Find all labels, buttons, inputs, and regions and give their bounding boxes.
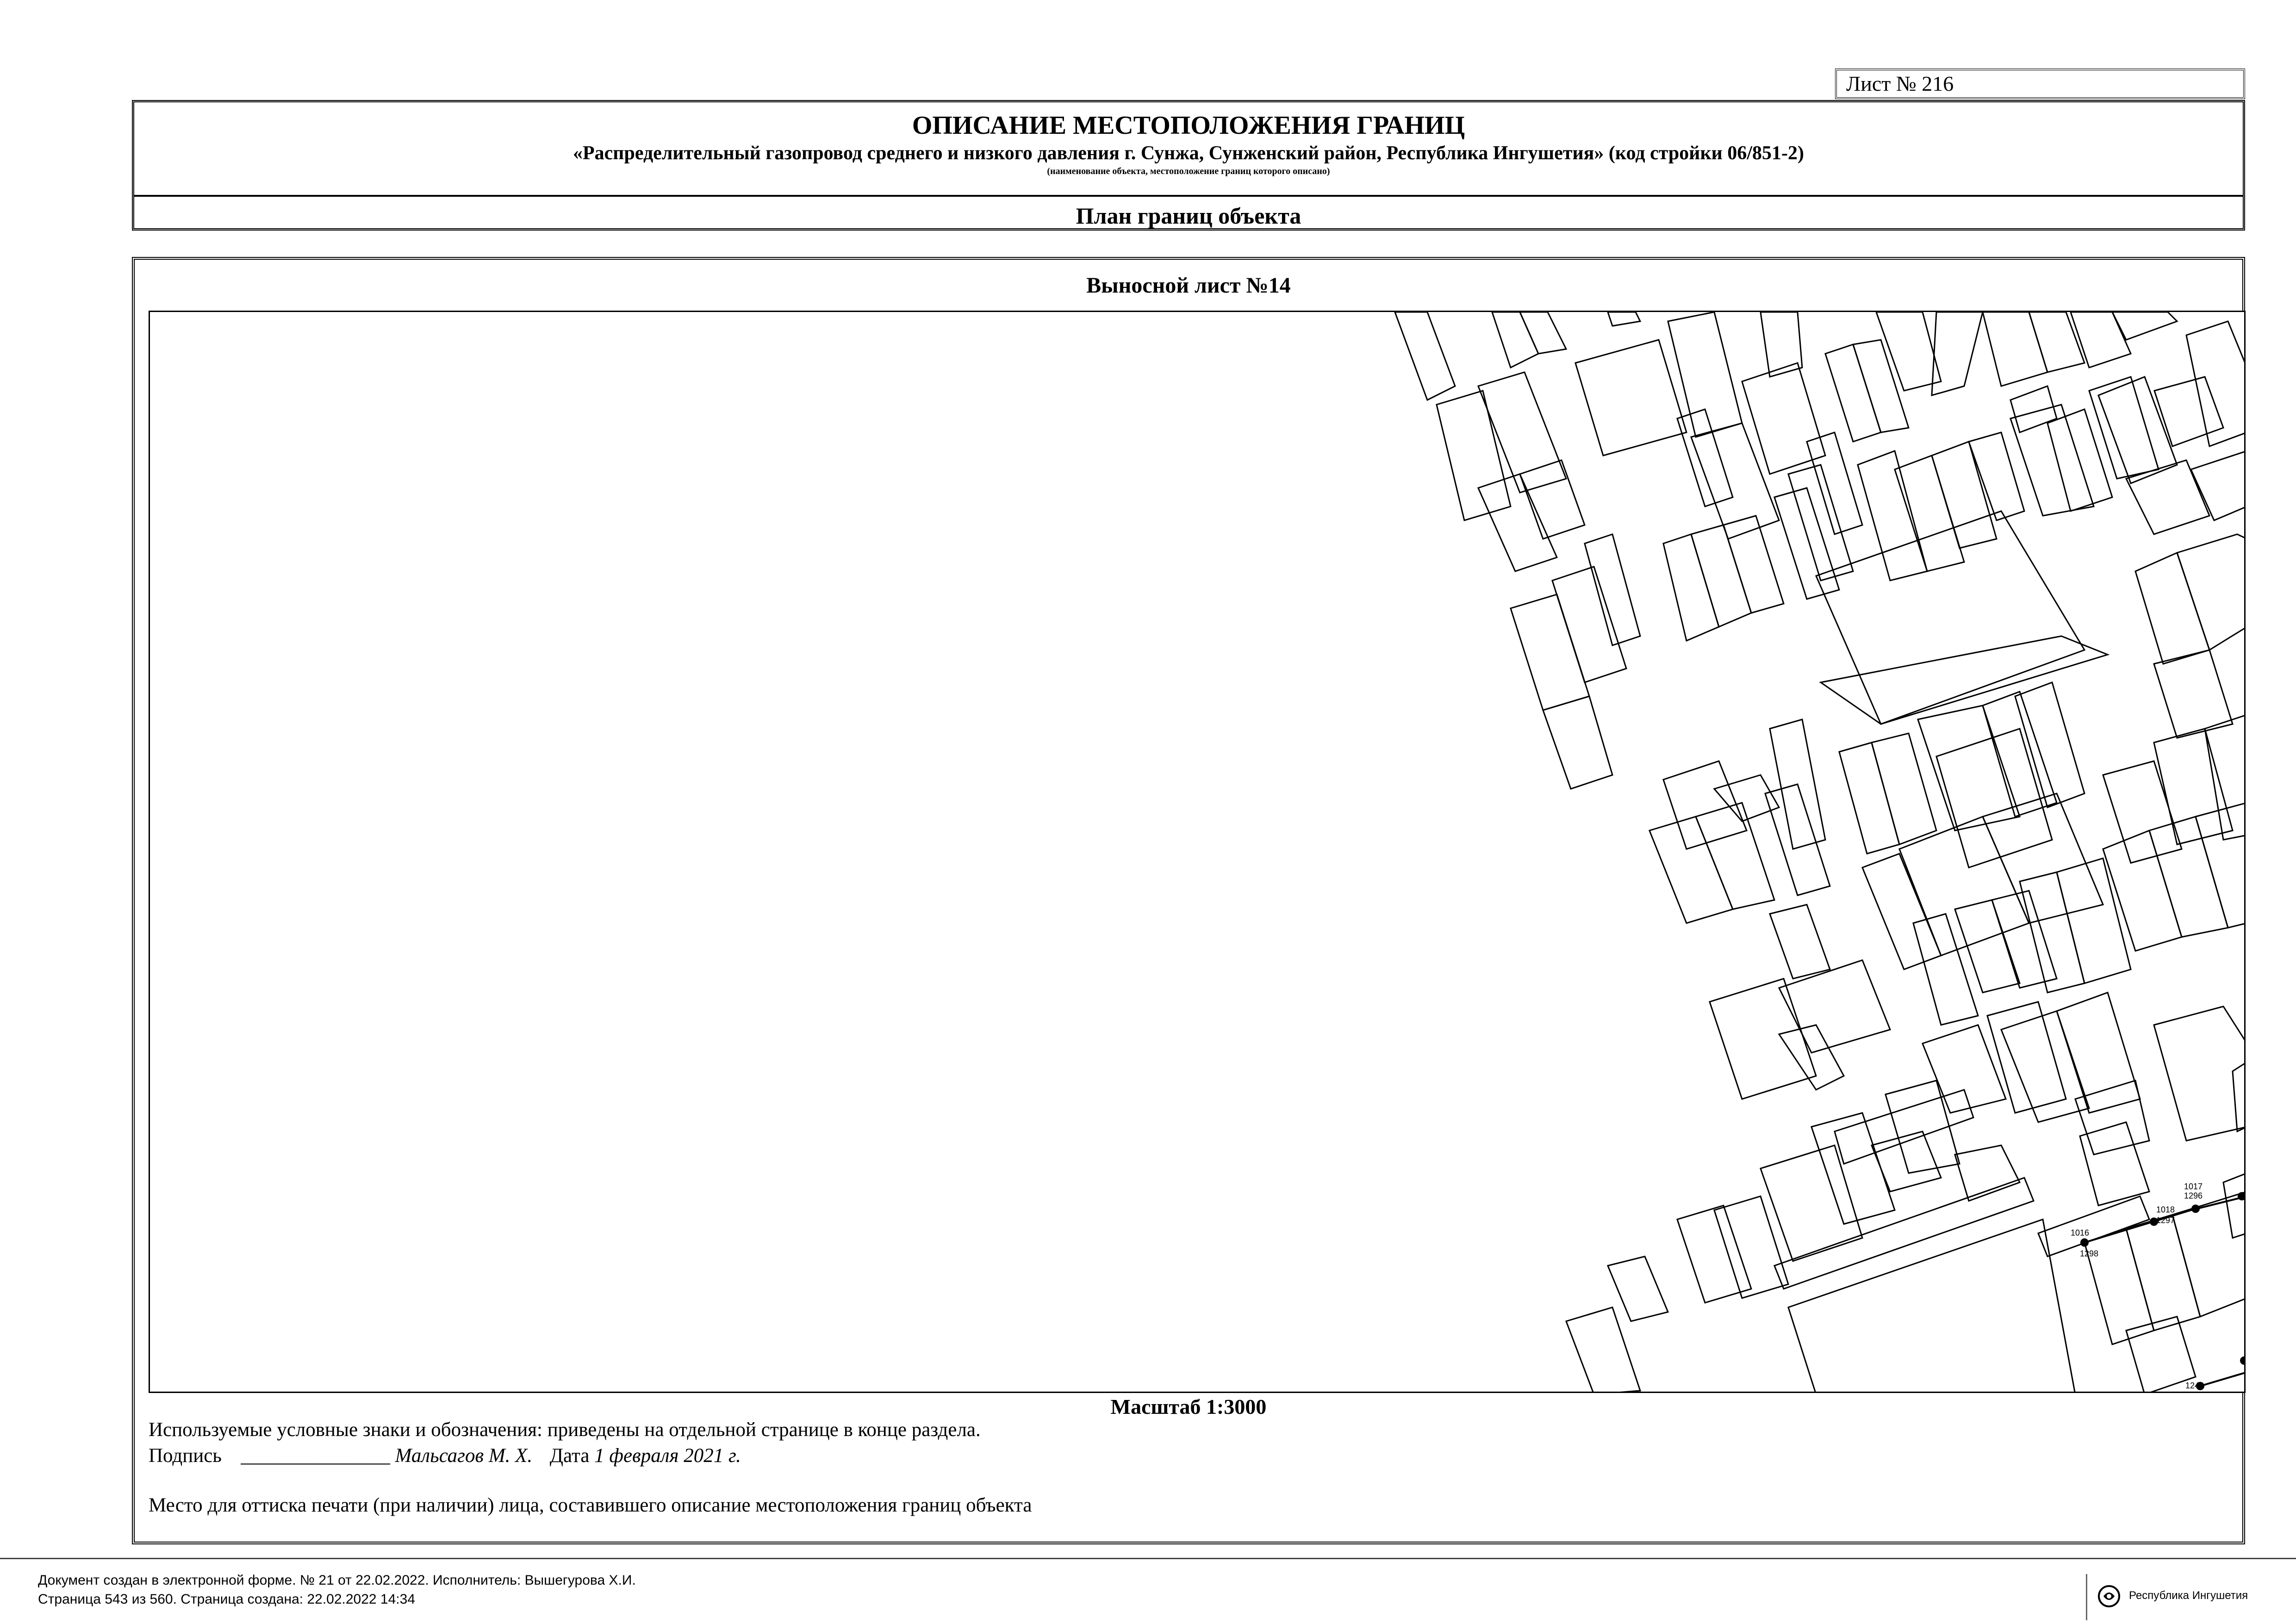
parcel bbox=[1936, 729, 2052, 868]
parcel bbox=[1761, 312, 1802, 377]
parcel bbox=[1807, 432, 1862, 534]
map-scale: Масштаб 1:3000 bbox=[1110, 1395, 1267, 1418]
parcel bbox=[1710, 979, 1816, 1099]
parcel bbox=[1552, 567, 1626, 682]
parcel bbox=[1779, 960, 1890, 1053]
parcel bbox=[1649, 817, 1733, 923]
object-name: «Распределительный газопровод среднего и низкого давления г. Сунжа, Сунженский район, Республика Ингушетия» (код стройки 06/851-2) bbox=[573, 143, 1804, 164]
parcel bbox=[2191, 451, 2246, 520]
parcel bbox=[2177, 534, 2246, 650]
parcel bbox=[1835, 1090, 1973, 1164]
parcel bbox=[1520, 312, 1566, 354]
signature-line bbox=[149, 1444, 741, 1467]
plan-title: План границ объекта bbox=[1076, 203, 1301, 229]
parcel bbox=[1872, 733, 1936, 844]
parcel bbox=[1872, 1131, 1941, 1192]
parcel bbox=[1983, 312, 2047, 386]
parcel bbox=[2071, 312, 2131, 368]
boundary-point bbox=[2240, 1356, 2246, 1365]
logo-divider bbox=[2086, 1574, 2087, 1620]
parcel bbox=[1955, 1145, 2020, 1201]
parcel bbox=[2057, 993, 2140, 1113]
parcel bbox=[1774, 1178, 2034, 1289]
parcel bbox=[2010, 386, 2057, 432]
parcel bbox=[2057, 858, 2131, 983]
parcel bbox=[2205, 715, 2246, 840]
parcel bbox=[1932, 312, 1983, 395]
parcel bbox=[2126, 1215, 2200, 1330]
sheet-title: Выносной лист №14 bbox=[1086, 273, 1291, 298]
parcel bbox=[1714, 775, 1779, 821]
logo-caption: Республика Ингушетия bbox=[2129, 1589, 2248, 1602]
parcel bbox=[1520, 460, 1585, 539]
point-label: 1016 bbox=[2071, 1228, 2090, 1237]
parcel bbox=[1492, 312, 1538, 368]
point-label: 1298 bbox=[2080, 1249, 2099, 1258]
parcel bbox=[1983, 793, 2103, 923]
legend-note: Используемые условные знаки и обозначения: приведены на отдельной странице в конце раздела. bbox=[149, 1419, 981, 1441]
parcel bbox=[1677, 1206, 1751, 1303]
stamp-note: Место для оттиска печати (при наличии) лица, составившего описание местоположения границ объекта bbox=[149, 1494, 1032, 1516]
parcel bbox=[1575, 340, 1686, 456]
parcel bbox=[1478, 474, 1557, 571]
document-title: ОПИСАНИЕ МЕСТОПОЛОЖЕНИЯ ГРАНИЦ bbox=[912, 111, 1465, 140]
cadastral-map bbox=[150, 312, 2246, 1393]
plan-sheet bbox=[132, 257, 2245, 1544]
signature-blank: _______________ bbox=[241, 1445, 390, 1467]
parcel bbox=[2029, 312, 2084, 372]
parcel bbox=[2154, 377, 2223, 446]
map-frame bbox=[149, 311, 2246, 1393]
parcel bbox=[2233, 1062, 2246, 1131]
parcel bbox=[1543, 696, 1612, 789]
header-divider bbox=[134, 195, 2243, 197]
point-label: 1018 bbox=[2156, 1205, 2175, 1214]
parcel bbox=[1774, 488, 1839, 599]
parcel bbox=[1992, 891, 2057, 988]
parcel bbox=[2075, 1081, 2149, 1155]
parcel bbox=[1853, 340, 1909, 432]
parcel bbox=[1839, 743, 1899, 854]
parcel bbox=[2047, 409, 2112, 511]
parcel bbox=[2126, 460, 2209, 534]
parcel bbox=[2135, 553, 2209, 664]
parcel bbox=[1395, 312, 1455, 400]
parcel bbox=[1437, 391, 1511, 520]
boundary-point bbox=[2191, 1205, 2200, 1213]
header-block bbox=[132, 100, 2245, 231]
boundary-point bbox=[2080, 1238, 2089, 1247]
footer-line-1: Документ создан в электронной форме. № 21 от 22.02.2022. Исполнитель: Вышегурова Х.И. bbox=[38, 1573, 636, 1588]
footer-divider bbox=[0, 1558, 2296, 1559]
parcel bbox=[2084, 1229, 2154, 1344]
footer-line-2: Страница 543 из 560. Страница создана: 22.02.2022 14:34 bbox=[38, 1592, 416, 1607]
point-label: 1297 bbox=[2156, 1216, 2175, 1225]
parcel bbox=[1779, 1025, 1844, 1090]
signer-name: Мальсагов М. Х. bbox=[395, 1445, 533, 1467]
parcel bbox=[1608, 312, 1640, 326]
coat-of-arms-icon bbox=[2095, 1582, 2123, 1610]
parcel bbox=[1913, 914, 1978, 1025]
parcel bbox=[1478, 372, 1566, 493]
parcel bbox=[2223, 1173, 2246, 1238]
parcel bbox=[1895, 456, 1964, 571]
parcel bbox=[1821, 636, 2108, 724]
parcel bbox=[2172, 1192, 2246, 1317]
point-label: 1017 bbox=[2184, 1182, 2203, 1191]
parcel bbox=[2154, 1006, 2246, 1141]
sheet-number: Лист № 216 bbox=[1835, 69, 2245, 99]
parcel bbox=[1608, 1256, 1668, 1321]
parcel bbox=[2112, 312, 2177, 340]
parcel bbox=[1918, 706, 2020, 831]
parcel bbox=[1816, 511, 2084, 724]
parcel bbox=[2103, 761, 2182, 863]
parcel bbox=[1770, 905, 1830, 979]
parcel bbox=[1511, 594, 1589, 710]
parcel bbox=[1825, 344, 1881, 442]
parcel bbox=[2186, 321, 2246, 446]
parcel bbox=[2080, 1122, 2149, 1206]
date-label: Дата bbox=[549, 1445, 590, 1467]
object-boundary bbox=[2200, 1372, 2246, 1386]
object-name-caption: (наименование объекта, местоположение границ которого описано) bbox=[1047, 166, 1330, 176]
parcel bbox=[1862, 854, 1941, 969]
parcel bbox=[2015, 682, 2084, 807]
parcel bbox=[1788, 465, 1853, 581]
point-label: 1296 bbox=[2184, 1191, 2203, 1200]
parcel bbox=[1585, 534, 1640, 645]
parcel bbox=[1969, 432, 2024, 520]
parcel bbox=[1696, 803, 1774, 909]
signature-label: Подпись bbox=[149, 1445, 222, 1467]
parcel bbox=[1663, 534, 1719, 641]
date-value: 1 февраля 2021 г. bbox=[594, 1445, 741, 1467]
parcel bbox=[1858, 451, 1927, 581]
parcel bbox=[1691, 525, 1751, 627]
parcel bbox=[2103, 831, 2182, 951]
parcel bbox=[1876, 312, 1941, 391]
point-label: 1248 bbox=[2185, 1381, 2204, 1390]
parcel bbox=[1677, 409, 1733, 506]
parcel bbox=[1566, 1307, 1640, 1393]
parcel bbox=[1987, 1002, 2066, 1113]
